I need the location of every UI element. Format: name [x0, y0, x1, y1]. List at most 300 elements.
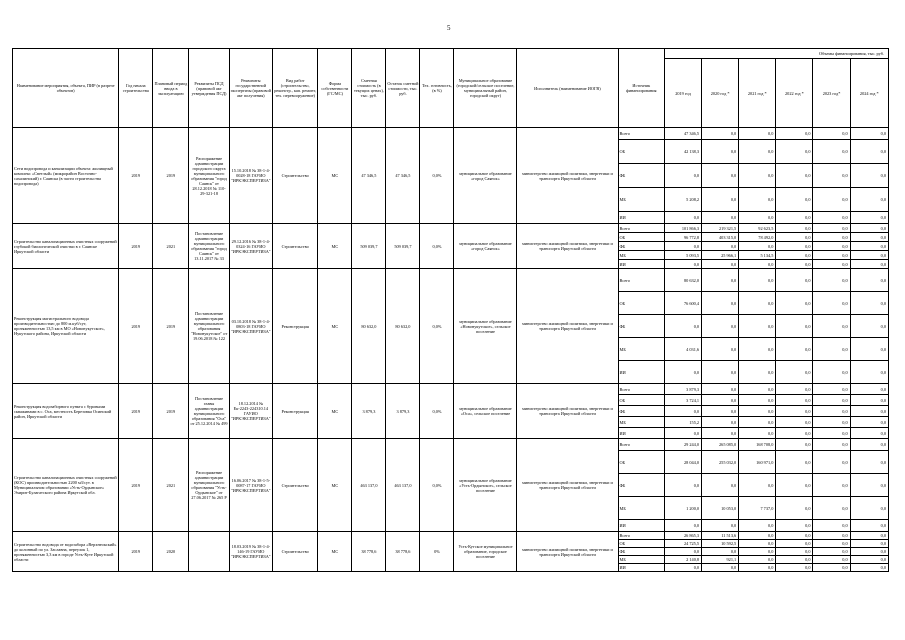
object-start-cell: 2019 [119, 224, 153, 269]
object-name-cell: Реконструкция водозаборного пункта с буровыми скважинами в с. Оса, местность Березовка Осинский район, Иркутской области [13, 384, 119, 439]
amount-cell: 0,0 [813, 140, 850, 164]
amount-cell: 0,0 [813, 451, 850, 474]
funding-source-cell: ОБ [618, 292, 664, 315]
amount-cell: 0,0 [702, 338, 739, 361]
funding-source-cell: ОБ [618, 140, 664, 164]
amount-cell: 0,0 [850, 140, 888, 164]
amount-cell: 0,0 [813, 497, 850, 520]
amount-cell: 4 031,6 [664, 338, 701, 361]
object-end-cell: 2021 [153, 439, 189, 532]
amount-cell: 0,0 [702, 406, 739, 417]
object-mo-cell: Усть-Кутское муниципальное образование, городское поселение [454, 532, 517, 572]
amount-cell: 0,0 [776, 497, 813, 520]
object-work-cell: Реконструкция [272, 384, 317, 439]
amount-cell: 0,0 [850, 497, 888, 520]
amount-cell: 0,0 [850, 520, 888, 532]
amount-cell: 0,0 [664, 242, 701, 251]
amount-cell: 0,0 [776, 242, 813, 251]
amount-cell: 92 623,5 [739, 224, 776, 233]
amount-cell: 0,0 [813, 564, 850, 572]
amount-cell: 0,0 [739, 474, 776, 497]
funding-source-cell: ФБ [618, 242, 664, 251]
object-cost-cell: 463 137,0 [352, 439, 386, 532]
amount-cell: 0,0 [850, 224, 888, 233]
amount-cell: 921,1 [702, 556, 739, 564]
header-cell: Тех. готовность, (в %) [420, 49, 454, 128]
amount-cell: 0,0 [813, 242, 850, 251]
amount-cell: 168 708,0 [739, 439, 776, 451]
object-name-cell: Сети водопровода и канализации объекта: жилищный комплекс «Светлый» (микрорайон Восточно-сахалинский) г. Саянска (в части строительства водопровода) [13, 128, 119, 224]
amount-cell: 0,0 [776, 439, 813, 451]
amount-cell: 0,0 [702, 212, 739, 224]
object-start-cell: 2019 [119, 269, 153, 384]
amount-cell: 0,0 [776, 520, 813, 532]
amount-cell: 0,0 [813, 556, 850, 564]
amount-cell: 0,0 [702, 315, 739, 338]
amount-cell: 2 140,8 [664, 556, 701, 564]
amount-cell: 0,0 [664, 260, 701, 269]
amount-cell: 10 053,0 [702, 497, 739, 520]
amount-cell: 0,0 [850, 292, 888, 315]
funding-source-cell: МБ [618, 417, 664, 428]
header-cell: Год начала строительства [119, 49, 153, 128]
object-psd-cell: Распоряжение администрации городского округа муниципального образования "город Саянск" от 28.12.2018 № 110-29-321-18 [189, 128, 229, 224]
amount-cell: 7 737,0 [739, 497, 776, 520]
amount-cell: 0,0 [702, 417, 739, 428]
amount-cell: 0,0 [850, 212, 888, 224]
amount-cell: 0,0 [739, 395, 776, 406]
header-cell: Наименование мероприятия, объекта, ПИР (в разрезе объектов) [13, 49, 119, 128]
amount-cell: 96 772,8 [664, 233, 701, 242]
amount-cell: 0,0 [776, 474, 813, 497]
year-header: 2024 год * [850, 59, 888, 128]
amount-cell: 0,0 [739, 188, 776, 212]
amount-cell: 0,0 [702, 395, 739, 406]
funding-source-cell: ОБ [618, 233, 664, 242]
amount-cell: 0,0 [813, 251, 850, 260]
amount-cell: 219 321,5 [702, 224, 739, 233]
object-mo-cell: муниципальное образование «Оса», сельское поселение [454, 384, 517, 439]
header-cell: Реквизиты ПСД (правовой акт утверждения ПСД) [189, 49, 229, 128]
amount-cell: 0,0 [739, 361, 776, 384]
amount-cell: 0,0 [664, 520, 701, 532]
amount-cell: 0,0 [739, 532, 776, 540]
amount-cell: 0,0 [702, 188, 739, 212]
amount-cell: 0,0 [813, 395, 850, 406]
amount-cell: 0,0 [813, 548, 850, 556]
amount-cell: 0,0 [702, 474, 739, 497]
object-ready-cell: 0,0% [420, 269, 454, 384]
amount-cell: 0,0 [850, 564, 888, 572]
amount-cell: 403 315,0 [702, 233, 739, 242]
object-end-cell: 2019 [153, 269, 189, 384]
amount-cell: 0,0 [850, 361, 888, 384]
amount-cell: 42 138,3 [664, 140, 701, 164]
amount-cell: 0,0 [813, 439, 850, 451]
amount-cell: 0,0 [813, 224, 850, 233]
object-own-cell: МС [318, 128, 352, 224]
object-start-cell: 2019 [119, 128, 153, 224]
amount-cell: 0,0 [813, 474, 850, 497]
object-rest-cell: 47 346,5 [386, 128, 420, 224]
amount-cell: 0,0 [850, 233, 888, 242]
funding-source-cell: ФБ [618, 474, 664, 497]
amount-cell: 0,0 [850, 384, 888, 395]
year-header: 2019 год [664, 59, 701, 128]
amount-cell: 0,0 [813, 384, 850, 395]
amount-cell: 0,0 [776, 556, 813, 564]
funding-source-cell: ИИ [618, 361, 664, 384]
amount-cell: 0,0 [739, 564, 776, 572]
funding-source-cell: ИИ [618, 428, 664, 439]
amount-cell: 155,2 [664, 417, 701, 428]
amount-cell: 0,0 [702, 520, 739, 532]
header-cell: Исполнитель (наименование ИОГВ) [517, 49, 618, 128]
amount-cell: 0,0 [664, 548, 701, 556]
amount-cell: 0,0 [664, 212, 701, 224]
funding-source-cell: ИИ [618, 212, 664, 224]
amount-cell: 0,0 [739, 315, 776, 338]
amount-cell: 76 600,4 [664, 292, 701, 315]
object-name-cell: Строительство водовода от водозабора «Верхнеокский» до колонный по ул. Заславна, переулок 1, протяженностью 3,3 км в городе Усть-Куте Иркутской области [13, 532, 119, 572]
funding-source-cell: ФБ [618, 548, 664, 556]
object-end-cell: 2019 [153, 128, 189, 224]
object-psd-cell: Распоряжение администрации муниципального образования "Усть-Ордынское" от 27.06.2017 № 265 Р [189, 439, 229, 532]
header-cell: Сметная стоимость (в текущих ценах), тыс. руб. [352, 49, 386, 128]
year-header: 2020 год * [702, 59, 739, 128]
object-own-cell: МС [318, 532, 352, 572]
amount-cell: 0,0 [776, 128, 813, 140]
amount-cell: 0,0 [813, 406, 850, 417]
header-cell: Плановый период ввода в эксплуатацию [153, 49, 189, 128]
amount-cell: 0,0 [702, 564, 739, 572]
amount-cell: 160 971,0 [739, 451, 776, 474]
amount-cell: 80 632,0 [664, 269, 701, 292]
amount-cell: 0,0 [850, 395, 888, 406]
funding-source-cell: МБ [618, 497, 664, 520]
object-end-cell: 2020 [153, 532, 189, 572]
amount-cell: 0,0 [739, 164, 776, 188]
object-work-cell: Строительство [272, 128, 317, 224]
amount-cell: 0,0 [813, 315, 850, 338]
funding-source-cell: ОБ [618, 395, 664, 406]
amount-cell: 0,0 [813, 260, 850, 269]
amount-cell: 0,0 [776, 451, 813, 474]
amount-cell: 0,0 [850, 417, 888, 428]
funding-source-cell: Всего [618, 269, 664, 292]
object-own-cell: МС [318, 439, 352, 532]
amount-cell: 29 244,0 [664, 439, 701, 451]
amount-cell: 0,0 [850, 451, 888, 474]
amount-cell: 0,0 [702, 548, 739, 556]
amount-cell: 0,0 [664, 164, 701, 188]
amount-cell: 0,0 [664, 474, 701, 497]
amount-cell: 0,0 [702, 260, 739, 269]
amount-cell: 0,0 [776, 532, 813, 540]
amount-cell: 10 592,5 [702, 540, 739, 548]
amount-cell: 0,0 [702, 164, 739, 188]
amount-cell: 0,0 [702, 361, 739, 384]
object-exp-cell: 29.12.2016 № 38-1-4-0324-16 ГАУИО "ИРКЭКСПЕРТИЗА" [229, 224, 272, 269]
table-row [13, 384, 889, 395]
amount-cell: 0,0 [813, 417, 850, 428]
object-psd-cell: Постановление главы администрации муниципального образования "Оса" от 25.12.2014 № 499 [189, 384, 229, 439]
funding-source-cell: Всего [618, 128, 664, 140]
object-exp-cell: 18.03.2019 № 38-1-4-146-19 ГАУИО "ИРКЭКСПЕРТИЗА" [229, 532, 272, 572]
amount-cell: 0,0 [776, 428, 813, 439]
amount-cell: 0,0 [813, 233, 850, 242]
table-row [13, 532, 889, 540]
amount-cell: 0,0 [702, 140, 739, 164]
object-ready-cell: 0,0% [420, 128, 454, 224]
amount-cell: 0,0 [850, 540, 888, 548]
amount-cell: 26 865,3 [664, 532, 701, 540]
header-cell: Муниципальное образование (городской/сельское поселение, муниципальный район, городской округ) [454, 49, 517, 128]
funding-source-cell: Всего [618, 384, 664, 395]
amount-cell: 0,0 [813, 338, 850, 361]
funding-source-cell: ОБ [618, 540, 664, 548]
funding-source-cell: ОБ [618, 451, 664, 474]
funding-source-cell: МБ [618, 251, 664, 260]
amount-cell: 0,0 [776, 338, 813, 361]
amount-cell: 0,0 [850, 548, 888, 556]
amount-cell: 0,0 [813, 428, 850, 439]
amount-cell: 0,0 [813, 212, 850, 224]
funding-source-cell: ФБ [618, 164, 664, 188]
amount-cell: 0,0 [739, 140, 776, 164]
amount-cell: 0,0 [776, 251, 813, 260]
amount-cell: 0,0 [776, 164, 813, 188]
object-ready-cell: 0,0% [420, 384, 454, 439]
amount-cell: 0,0 [739, 128, 776, 140]
amount-cell: 0,0 [850, 188, 888, 212]
object-rest-cell: 38 778,6 [386, 532, 420, 572]
amount-cell: 0,0 [776, 540, 813, 548]
amount-cell: 0,0 [776, 564, 813, 572]
amount-cell: 0,0 [739, 556, 776, 564]
amount-cell: 0,0 [702, 292, 739, 315]
amount-cell: 3 724,1 [664, 395, 701, 406]
amount-cell: 0,0 [664, 564, 701, 572]
table-row [13, 439, 889, 451]
amount-cell: 0,0 [813, 164, 850, 188]
object-work-cell: Строительство [272, 224, 317, 269]
amount-cell: 0,0 [664, 428, 701, 439]
year-header: 2022 год * [776, 59, 813, 128]
amount-cell: 78 492,0 [739, 233, 776, 242]
amount-cell: 0,0 [776, 384, 813, 395]
amount-cell: 0,0 [739, 406, 776, 417]
object-start-cell: 2019 [119, 532, 153, 572]
object-name-cell: Реконструкция магистрального водовода производительностью до 800 м.куб/сут, протяженностью 13,5 км в МО «Новонукутское», Нукутского района, Иркутской области [13, 269, 119, 384]
object-exec-cell: министерство жилищной политики, энергетики и транспорта Иркутской области [517, 224, 618, 269]
amount-cell: 0,0 [850, 315, 888, 338]
object-psd-cell [189, 532, 229, 572]
amount-cell: 0,0 [776, 233, 813, 242]
amount-cell: 101 866,3 [664, 224, 701, 233]
object-ready-cell: 0% [420, 532, 454, 572]
amount-cell: 0,0 [739, 338, 776, 361]
page-number: 5 [447, 24, 451, 32]
object-mo-cell: муниципальное образование «город Саянск» [454, 128, 517, 224]
amount-cell: 0,0 [739, 292, 776, 315]
amount-cell: 0,0 [776, 269, 813, 292]
object-rest-cell: 80 632,0 [386, 269, 420, 384]
amount-cell: 265 085,0 [702, 439, 739, 451]
amount-cell: 5 093,5 [664, 251, 701, 260]
object-name-cell: Строительство канализационных очистных сооружений глубокой биологической очистки в г. Саянске Иркутской области [13, 224, 119, 269]
object-rest-cell: 463 137,0 [386, 439, 420, 532]
amount-cell: 47 346,5 [664, 128, 701, 140]
amount-cell: 0,0 [739, 548, 776, 556]
amount-cell: 0,0 [702, 269, 739, 292]
funding-source-cell: ФБ [618, 315, 664, 338]
amount-cell: 0,0 [850, 164, 888, 188]
amount-cell: 0,0 [776, 260, 813, 269]
amount-cell: 5 134,5 [739, 251, 776, 260]
year-header: 2021 год * [739, 59, 776, 128]
object-mo-cell: муниципальное образование «город Саянск» [454, 224, 517, 269]
financing-group-header: Объемы финансирования, тыс. руб. [664, 49, 888, 59]
object-name-cell: Строительство канализационных очистных сооружений (КОС) производительностью 2200 м3/сут. в Муниципальном образовании «Усть-Ордынское» Эхирит-Булагатского района Иркутской обл. [13, 439, 119, 532]
object-exp-cell: 03.10.2018 № 38-1-4-0803-18 ГАУИО "ИРКЭКСПЕРТИЗА" [229, 269, 272, 384]
amount-cell: 0,0 [739, 417, 776, 428]
amount-cell: 255 032,0 [702, 451, 739, 474]
amount-cell: 1 200,0 [664, 497, 701, 520]
funding-source-cell: МБ [618, 338, 664, 361]
amount-cell: 0,0 [850, 260, 888, 269]
object-work-cell: Строительство [272, 439, 317, 532]
table-row [13, 128, 889, 140]
amount-cell: 0,0 [850, 474, 888, 497]
object-start-cell: 2019 [119, 384, 153, 439]
object-mo-cell: муниципальное образование «Новонукутское», сельское поселение [454, 269, 517, 384]
amount-cell: 0,0 [813, 269, 850, 292]
funding-source-cell: ИИ [618, 520, 664, 532]
funding-source-cell: МБ [618, 188, 664, 212]
object-mo-cell: муниципальное образование «Усть-Ордынское», сельское поселение [454, 439, 517, 532]
object-work-cell: Строительство [272, 532, 317, 572]
funding-source-cell: МБ [618, 556, 664, 564]
investment-objects-table [12, 48, 889, 572]
amount-cell: 0,0 [739, 384, 776, 395]
object-exp-cell: 16.06.2017 № 38-1-5-0087-17 ГАУИО "ИРКЭКСПЕРТИЗА" [229, 439, 272, 532]
amount-cell: 0,0 [813, 188, 850, 212]
object-exp-cell: 15.10.2018 № 38-1-4-0028-18 ГАУИО "ИРКЭКСПЕРТИЗА" [229, 128, 272, 224]
funding-source-cell: ФБ [618, 406, 664, 417]
amount-cell: 0,0 [850, 439, 888, 451]
amount-cell: 0,0 [739, 428, 776, 439]
object-own-cell: МС [318, 384, 352, 439]
amount-cell: 0,0 [702, 242, 739, 251]
object-cost-cell: 38 778,6 [352, 532, 386, 572]
header-cell: Источник финансирования [618, 49, 664, 128]
amount-cell: 0,0 [739, 242, 776, 251]
object-cost-cell: 80 632,0 [352, 269, 386, 384]
amount-cell: 5 208,2 [664, 188, 701, 212]
amount-cell: 0,0 [776, 188, 813, 212]
object-ready-cell: 0,0% [420, 224, 454, 269]
amount-cell: 0,0 [850, 128, 888, 140]
funding-source-cell: Всего [618, 224, 664, 233]
object-psd-cell: Постановление администрации муниципального образования "Новонукутское" от 19.06.2018 № 122 [189, 269, 229, 384]
object-rest-cell: 509 039,7 [386, 224, 420, 269]
object-own-cell: МС [318, 269, 352, 384]
header-cell: Остаток сметной стоимости, тыс. руб. [386, 49, 420, 128]
amount-cell: 0,0 [813, 532, 850, 540]
amount-cell: 0,0 [850, 269, 888, 292]
object-work-cell: Реконструкция [272, 269, 317, 384]
amount-cell: 0,0 [850, 428, 888, 439]
amount-cell: 0,0 [776, 361, 813, 384]
amount-cell: 0,0 [702, 128, 739, 140]
object-exp-cell: 18.12.2014 № Ек-2243-224310.14 ГАУИО "ИРКЭКСПЕРТИЗА" [229, 384, 272, 439]
object-cost-cell: 3 879,3 [352, 384, 386, 439]
table-row [13, 224, 889, 233]
object-cost-cell: 509 039,7 [352, 224, 386, 269]
funding-source-cell: ИИ [618, 564, 664, 572]
amount-cell: 0,0 [739, 540, 776, 548]
amount-cell: 0,0 [739, 260, 776, 269]
funding-source-cell: Всего [618, 439, 664, 451]
amount-cell: 0,0 [664, 361, 701, 384]
object-exec-cell: министерство жилищной политики, энергетики и транспорта Иркутской области [517, 384, 618, 439]
object-end-cell: 2021 [153, 224, 189, 269]
amount-cell: 0,0 [776, 395, 813, 406]
amount-cell: 3 879,3 [664, 384, 701, 395]
amount-cell: 0,0 [664, 315, 701, 338]
amount-cell: 0,0 [813, 361, 850, 384]
amount-cell: 0,0 [813, 520, 850, 532]
amount-cell: 24 725,5 [664, 540, 701, 548]
amount-cell: 0,0 [776, 315, 813, 338]
amount-cell: 0,0 [850, 556, 888, 564]
amount-cell: 0,0 [776, 140, 813, 164]
funding-source-cell: ИИ [618, 260, 664, 269]
amount-cell: 0,0 [739, 212, 776, 224]
year-header: 2023 год* [813, 59, 850, 128]
object-exec-cell: министерство жилищной политики, энергетики и транспорта Иркутской области [517, 128, 618, 224]
amount-cell: 0,0 [776, 292, 813, 315]
object-psd-cell: Постановление администрации муниципального образования "город Саянск" от 13.11.2017 № 33 [189, 224, 229, 269]
amount-cell: 0,0 [702, 384, 739, 395]
object-rest-cell: 3 879,3 [386, 384, 420, 439]
amount-cell: 0,0 [776, 548, 813, 556]
amount-cell: 0,0 [850, 242, 888, 251]
amount-cell: 0,0 [776, 406, 813, 417]
amount-cell: 0,0 [739, 520, 776, 532]
object-cost-cell: 47 346,5 [352, 128, 386, 224]
amount-cell: 0,0 [776, 417, 813, 428]
amount-cell: 0,0 [850, 338, 888, 361]
header-cell: Форма собственности (ГС/МС) [318, 49, 352, 128]
object-start-cell: 2019 [119, 439, 153, 532]
header-cell: Вид работ (строительство, реконстр., кап. ремонт, тех. перевооружение) [272, 49, 317, 128]
amount-cell: 0,0 [664, 406, 701, 417]
amount-cell: 0,0 [702, 428, 739, 439]
amount-cell: 0,0 [813, 540, 850, 548]
funding-source-cell: Всего [618, 532, 664, 540]
amount-cell: 0,0 [813, 128, 850, 140]
amount-cell: 25 966,1 [702, 251, 739, 260]
amount-cell: 0,0 [739, 269, 776, 292]
table-header [13, 49, 889, 128]
amount-cell: 0,0 [813, 292, 850, 315]
object-exec-cell: министерство жилищной политики, энергетики и транспорта Иркутской области [517, 269, 618, 384]
amount-cell: 0,0 [776, 212, 813, 224]
object-own-cell: МС [318, 224, 352, 269]
object-ready-cell: 0,0% [420, 439, 454, 532]
